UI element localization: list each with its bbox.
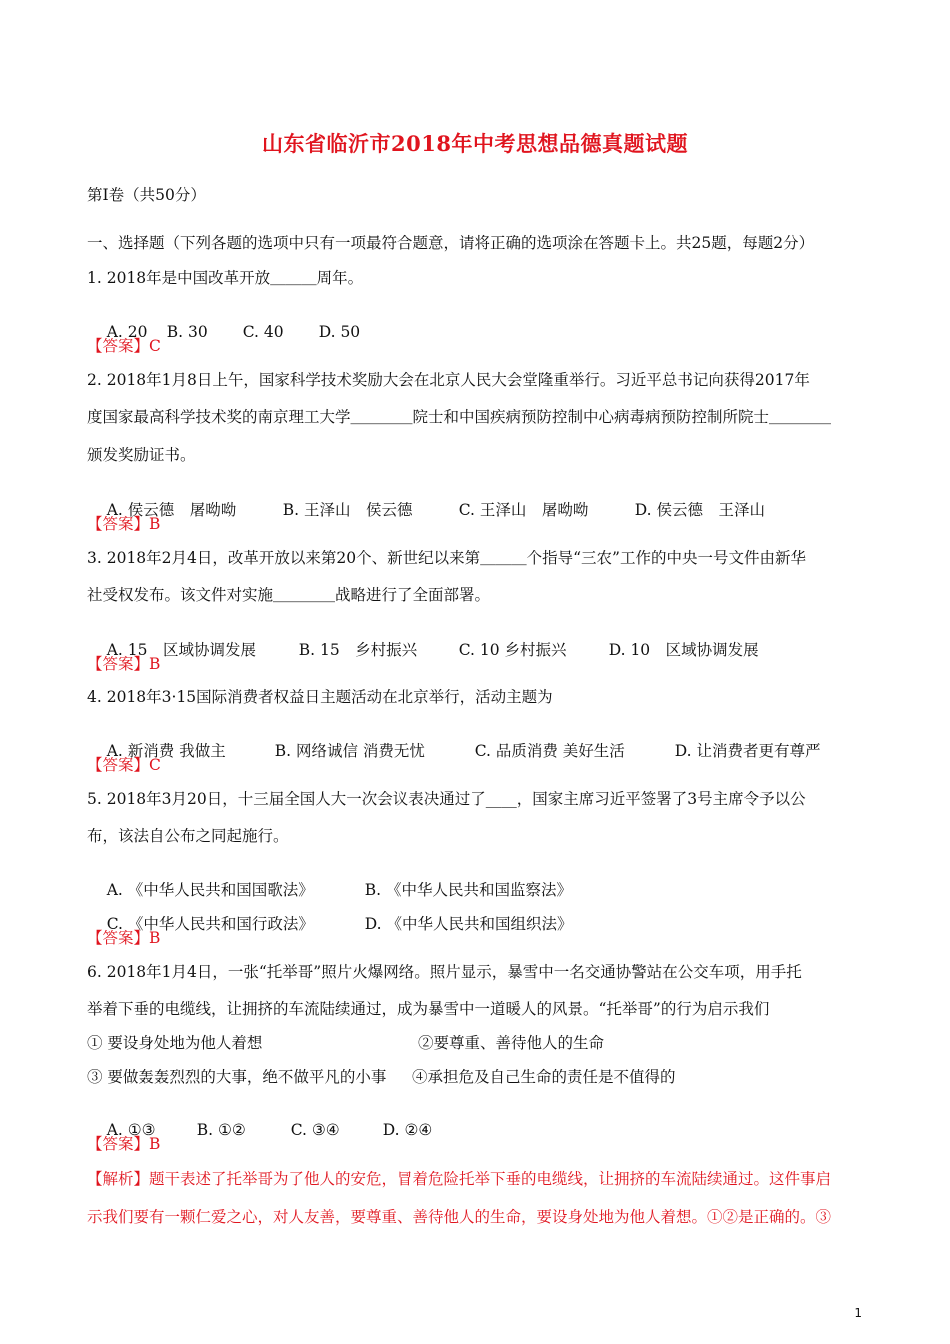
option-a: A. 新消费 我做主 [106, 742, 226, 760]
answer-value: C [149, 337, 161, 355]
question-6-analysis-line-1 [87, 1169, 831, 1189]
question-6-statement-3: ③ 要做轰轰烈烈的大事，绝不做平凡的小事 [87, 1068, 387, 1086]
option-d: D. ②④ [382, 1121, 433, 1139]
question-3-stem-line-2: 社受权发布。该文件对实施＿＿＿＿战略进行了全面部署。 [87, 586, 491, 604]
question-5-answer [87, 928, 160, 948]
option-a: A. 《中华人民共和国国歌法》 [106, 881, 314, 899]
answer-value: C [149, 756, 161, 774]
question-2-answer [87, 514, 160, 534]
question-6-statement-2: ②要尊重、善待他人的生命 [418, 1034, 605, 1052]
question-2-options [87, 480, 765, 540]
question-3-answer [87, 654, 160, 674]
answer-tag: 【答案】 [87, 1135, 150, 1153]
question-5-stem-line-2: 布，该法自公布之同起施行。 [87, 827, 289, 845]
question-6-analysis-line-2: 示我们要有一颗仁爱之心，对人友善，要尊重、善待他人的生命，要设身处地为他人着想。①②是正确的。③ [87, 1208, 832, 1226]
option-c: C. 《中华人民共和国行政法》 [106, 915, 314, 933]
answer-tag: 【答案】 [87, 337, 150, 355]
question-6-statement-4: ④承担危及自己生命的责任是不值得的 [412, 1068, 676, 1086]
analysis-tag: 【解析】 [87, 1170, 150, 1188]
option-a: A. 侯云德 屠呦呦 [106, 501, 237, 519]
question-3-options [87, 620, 759, 680]
option-b: B. 王泽山 侯云德 [282, 501, 413, 519]
question-5-stem-line-1: 5. 2018年3月20日，十三届全国人大一次会议表决通过了____，国家主席习近平签署了3号主席令予以公 [87, 790, 806, 808]
question-2-stem-line-1: 2. 2018年1月8日上午，国家科学技术奖励大会在北京人民大会堂隆重举行。习近平总书记向获得2017年 [87, 371, 810, 389]
answer-tag: 【答案】 [87, 655, 150, 673]
section-heading: 第Ⅰ卷（共50分） [87, 186, 206, 204]
question-6-answer [87, 1134, 160, 1154]
option-b: B. 网络诚信 消费无忧 [274, 742, 425, 760]
page-number: 1 [854, 1306, 862, 1320]
option-c: C. 40 [242, 323, 284, 341]
document-title: 山东省临沂市2018年中考思想品德真题试题 [262, 131, 688, 156]
option-b: B. 《中华人民共和国监察法》 [364, 881, 572, 899]
option-d: D. 侯云德 王泽山 [634, 501, 765, 519]
question-3-stem-line-1: 3. 2018年2月4日，改革开放以来第20个、新世纪以来第＿＿＿个指导“三农”工作的中央一号文件由新华 [87, 549, 806, 567]
answer-value: B [149, 515, 161, 533]
option-a: A. 15 区域协调发展 [106, 641, 256, 659]
question-6-statement-1: ① 要设身处地为他人着想 [87, 1034, 263, 1052]
question-2-stem-line-2: 度国家最高科学技术奖的南京理工大学＿＿＿＿院士和中国疾病预防控制中心病毒病预防控制所院士＿＿＿＿ [87, 408, 832, 426]
question-1-stem: 1. 2018年是中国改革开放＿＿＿周年。 [87, 269, 364, 287]
question-4-stem: 4. 2018年3·15国际消费者权益日主题活动在北京举行，活动主题为 [87, 688, 553, 706]
question-1-answer [87, 336, 161, 356]
option-c: C. 品质消费 美好生活 [474, 742, 625, 760]
option-c: C. ③④ [290, 1121, 340, 1139]
instructions: 一、选择题（下列各题的选项中只有一项最符合题意，请将正确的选项涂在答题卡上。共25题，每题2分） [87, 234, 815, 252]
answer-value: B [149, 1135, 161, 1153]
option-d: D. 10 区域协调发展 [608, 641, 759, 659]
question-2-stem-line-3: 颁发奖励证书。 [87, 446, 196, 464]
option-c: C. 10 乡村振兴 [458, 641, 567, 659]
answer-value: B [149, 655, 161, 673]
question-6-stem-line-2: 举着下垂的电缆线，让拥挤的车流陆续通过，成为暴雪中一道暖人的风景。“托举哥”的行为启示我们 [87, 1000, 770, 1018]
answer-value: B [149, 929, 161, 947]
question-4-options [87, 721, 820, 781]
option-b: B. ①② [196, 1121, 246, 1139]
option-d: D. 50 [318, 323, 361, 341]
option-d: D. 《中华人民共和国组织法》 [364, 915, 573, 933]
answer-tag: 【答案】 [87, 756, 150, 774]
option-d: D. 让消费者更有尊严 [674, 742, 821, 760]
option-b: B. 30 [166, 323, 208, 341]
answer-tag: 【答案】 [87, 929, 150, 947]
option-a: A. 20 [106, 323, 148, 341]
option-c: C. 王泽山 屠呦呦 [458, 501, 589, 519]
question-4-answer [87, 755, 161, 775]
answer-tag: 【答案】 [87, 515, 150, 533]
option-a: A. ①③ [106, 1121, 156, 1139]
analysis-text: 题干表述了托举哥为了他人的安危，冒着危险托举下垂的电缆线，让拥挤的车流陆续通过。这件事启 [149, 1170, 832, 1188]
option-b: B. 15 乡村振兴 [298, 641, 418, 659]
question-6-stem-line-1: 6. 2018年1月4日，一张“托举哥”照片火爆网络。照片显示，暴雪中一名交通协警站在公交车项，用手托 [87, 963, 802, 981]
